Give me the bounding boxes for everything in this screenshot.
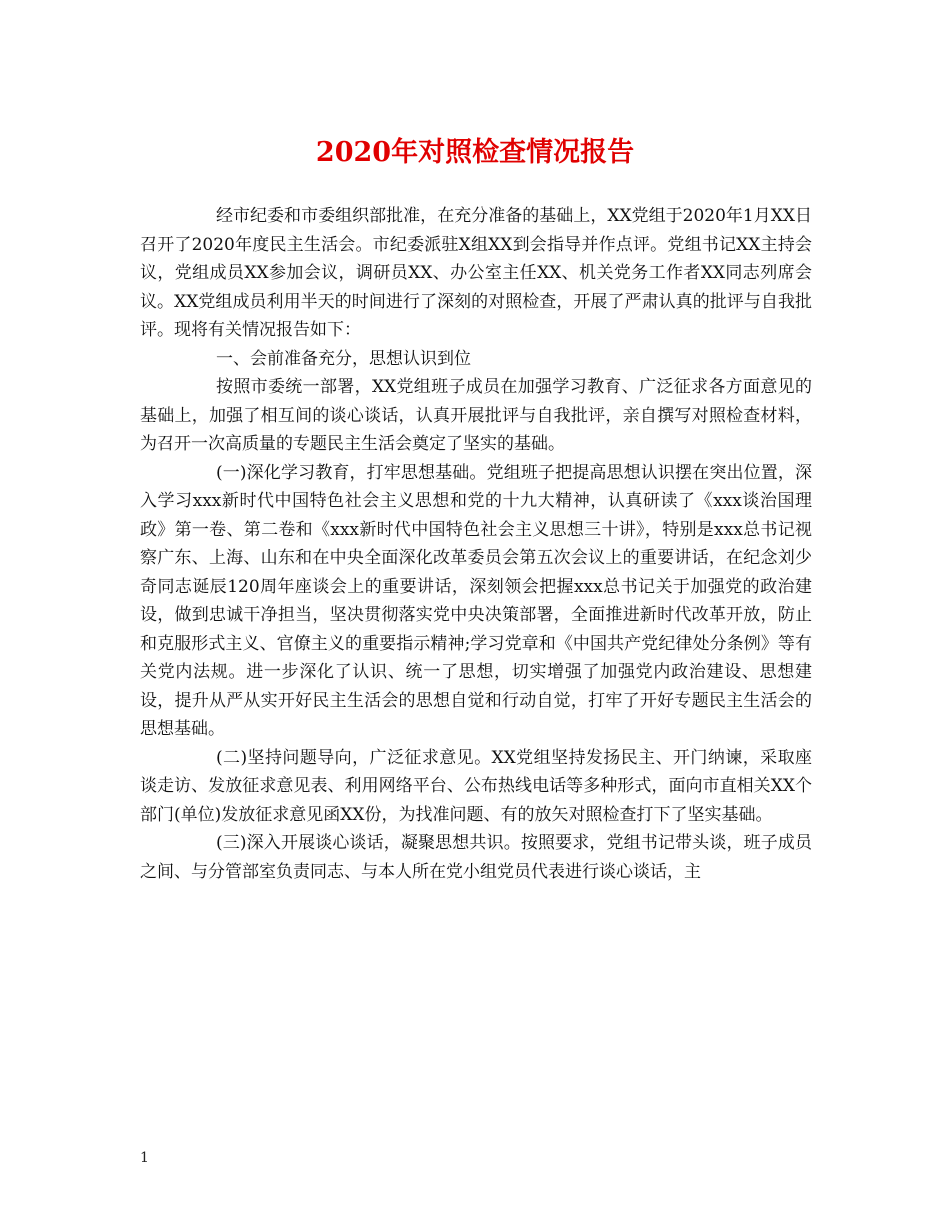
document-body <box>140 202 812 886</box>
paragraph-subsection-1: (一)深化学习教育，打牢思想基础。党组班子把提高思想认识摆在突出位置，深入学习xxx新时代中国特色社会主义思想和党的十九大精神，认真研读了《xxx谈治国理政》第一卷、第二卷和《xxx新时代中国特色社会主义思想三十讲》，特别是xxx总书记视察广东、上海、山东和在中央全面深化改革委员会第五次会议上的重要讲话，在纪念刘少奇同志诞辰120周年座谈会上的重要讲话，深刻领会把握xxx总书记关于加强党的政治建设，做到忠诚干净担当，坚决贯彻落实党中央决策部署，全面推进新时代改革开放，防止和克服形式主义、官僚主义的重要指示精神;学习党章和《中国共产党纪律处分条例》等有关党内法规。进一步深化了认识、统一了思想，切实增强了加强党内政治建设、思想建设，提升从严从实开好民主生活会的思想自觉和行动自觉，打牢了开好专题民主生活会的思想基础。 <box>140 462 812 739</box>
section-heading-1: 一、会前准备充分，思想认识到位 <box>216 348 471 369</box>
paragraph-subsection-3: (三)深入开展谈心谈话，凝聚思想共识。按照要求，党组书记带头谈，班子成员之间、与分管部室负责同志、与本人所在党小组党员代表进行谈心谈话，主 <box>140 833 812 882</box>
page-number: 1 <box>140 1150 149 1166</box>
paragraph-intro: 经市纪委和市委组织部批准，在充分准备的基础上，XX党组于2020年1月XX日召开了2020年度民主生活会。市纪委派驻X组XX到会指导并作点评。党组书记XX主持会议，党组成员XX参加会议，调研员XX、办公室主任XX、机关党务工作者XX同志列席会议。XX党组成员利用半天的时间进行了深刻的对照检查，开展了严肃认真的批评与自我批评。现将有关情况报告如下： <box>140 206 812 340</box>
paragraph-subsection-2: (二)坚持问题导向，广泛征求意见。XX党组坚持发扬民主、开门纳谏，采取座谈走访、发放征求意见表、利用网络平台、公布热线电话等多种形式，面向市直相关XX个部门(单位)发放征求意见函XX份，为找准问题、有的放矢对照检查打下了坚实基础。 <box>140 747 812 825</box>
paragraph-section-1: 按照市委统一部署，XX党组班子成员在加强学习教育、广泛征求各方面意见的基础上，加强了相互间的谈心谈话，认真开展批评与自我批评，亲自撰写对照检查材料，为召开一次高质量的专题民主生活会奠定了坚实的基础。 <box>140 377 812 454</box>
document-title: 2020年对照检查情况报告 <box>315 137 635 168</box>
